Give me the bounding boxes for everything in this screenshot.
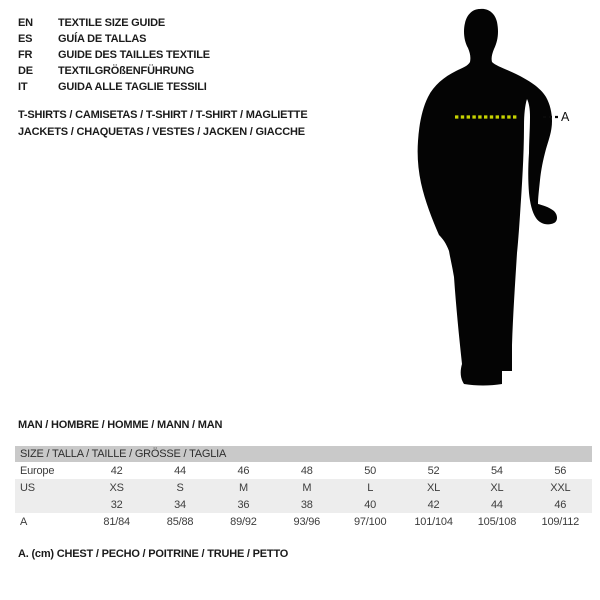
size-table-row bbox=[15, 462, 592, 479]
size-value-cell: 97/100 bbox=[353, 515, 387, 528]
size-value-cell: 48 bbox=[300, 464, 313, 477]
size-value-cell: 42 bbox=[402, 496, 465, 513]
size-value-cell: 105/108 bbox=[477, 515, 517, 528]
language-title: GUIDE DES TAILLES TEXTILE bbox=[58, 49, 210, 61]
language-row bbox=[18, 31, 210, 47]
size-value-cell: 38 bbox=[275, 496, 338, 513]
size-table-header-row bbox=[15, 446, 592, 462]
size-value-cell: 44 bbox=[174, 464, 186, 477]
size-value-cell: M bbox=[275, 479, 338, 496]
size-value-cell: 46 bbox=[529, 496, 592, 513]
language-title: TEXTILGRÖßENFÜHRUNG bbox=[58, 65, 195, 77]
language-title: GUIDA ALLE TAGLIE TESSILI bbox=[58, 81, 207, 93]
size-value-cell: 109/112 bbox=[541, 515, 580, 528]
size-row-label: Europe bbox=[20, 464, 55, 477]
language-row bbox=[18, 63, 210, 79]
size-value-cell: 89/92 bbox=[230, 515, 257, 528]
language-list bbox=[18, 15, 210, 95]
size-value-cell: 52 bbox=[427, 464, 440, 477]
size-table-header: SIZE / TALLA / TAILLE / GRÖSSE / TAGLIA bbox=[15, 446, 592, 462]
size-value-cell: 44 bbox=[465, 496, 528, 513]
size-value-cell: 34 bbox=[148, 496, 211, 513]
language-code: ES bbox=[18, 33, 33, 45]
size-value-cell: 32 bbox=[85, 496, 148, 513]
language-code: IT bbox=[18, 81, 28, 93]
language-title: TEXTILE SIZE GUIDE bbox=[58, 17, 166, 29]
size-table-row bbox=[15, 479, 592, 496]
category-lines bbox=[18, 107, 307, 141]
size-value-cell: 40 bbox=[339, 496, 402, 513]
category-jackets: JACKETS / CHAQUETAS / VESTES / JACKEN / GIACCHE bbox=[18, 126, 305, 138]
size-value-cell: XL bbox=[402, 479, 465, 496]
size-value-cell: XXL bbox=[529, 479, 592, 496]
language-row bbox=[18, 15, 210, 31]
man-silhouette-figure bbox=[410, 5, 570, 405]
size-row-label: A bbox=[20, 515, 28, 528]
size-table-row bbox=[15, 496, 592, 513]
size-value-cell: 101/104 bbox=[414, 515, 453, 528]
size-row-label: US bbox=[15, 479, 85, 496]
size-table-row bbox=[15, 513, 592, 530]
size-value-cell: 54 bbox=[491, 464, 503, 477]
size-value-cell: S bbox=[148, 479, 211, 496]
size-table-container bbox=[15, 446, 592, 530]
size-table bbox=[15, 446, 592, 530]
size-value-cell: 46 bbox=[237, 464, 250, 477]
size-value-cell: 50 bbox=[364, 464, 377, 477]
size-value-cell: 56 bbox=[554, 464, 567, 477]
size-value-cell: 36 bbox=[212, 496, 275, 513]
size-value-cell: XL bbox=[465, 479, 528, 496]
man-silhouette-icon bbox=[410, 5, 570, 405]
size-value-cell: 93/96 bbox=[293, 515, 321, 528]
size-value-cell: M bbox=[212, 479, 275, 496]
category-tshirts: T-SHIRTS / CAMISETAS / T-SHIRT / T-SHIRT / MAGLIETTE bbox=[18, 109, 308, 121]
size-value-cell: 42 bbox=[110, 464, 123, 477]
language-row bbox=[18, 47, 210, 63]
language-title: GUÍA DE TALLAS bbox=[58, 33, 147, 45]
language-code: FR bbox=[18, 49, 33, 61]
language-code: DE bbox=[18, 65, 33, 77]
language-code: EN bbox=[18, 17, 33, 29]
size-value-cell: L bbox=[339, 479, 402, 496]
size-value-cell: XS bbox=[85, 479, 148, 496]
size-value-cell: 85/88 bbox=[166, 515, 194, 528]
size-row-label bbox=[15, 496, 85, 513]
section-title-man: MAN / HOMBRE / HOMME / MANN / MAN bbox=[18, 419, 223, 431]
size-value-cell: 81/84 bbox=[103, 515, 130, 528]
measurement-footnote: A. (cm) CHEST / PECHO / POITRINE / TRUHE / PETTO bbox=[18, 548, 289, 560]
measure-a-label: A bbox=[561, 110, 570, 124]
language-row bbox=[18, 79, 210, 95]
